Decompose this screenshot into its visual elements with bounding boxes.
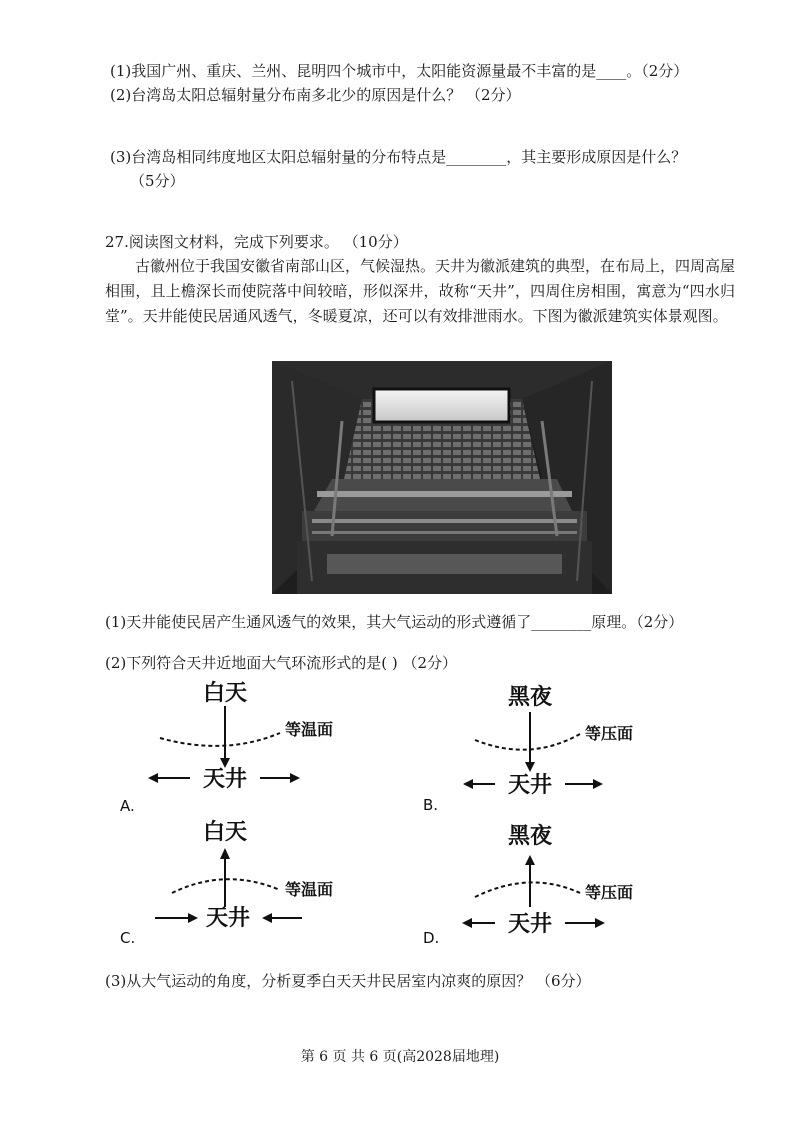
option-a-letter: A. xyxy=(120,797,135,813)
page-footer: 第 6 页 共 6 页(高2028届地理) xyxy=(300,1049,500,1065)
option-c-letter: C. xyxy=(120,929,136,947)
q27-heading: 27.阅读图文材料，完成下列要求。 （10分） xyxy=(105,233,408,251)
option-d-time-label: 黑夜 xyxy=(507,824,553,849)
option-b-surface-label: 等压面 xyxy=(585,724,634,743)
option-b-diagram[interactable] xyxy=(415,682,675,817)
q26-sub1: (1)我国广州、重庆、兰州、昆明四个城市中，太阳能资源量最不丰富的是____。（2分） xyxy=(110,62,689,80)
q27-passage: 古徽州位于我国安徽省南部山区，气候湿热。天井为徽派建筑的典型，在布局上，四周高屋相围，且上檐深长而使院落中间较暗，形似深井，故称“天井”，四周住房相围，寓意为“四水归堂”。天井能使民居通风透气，冬暖夏凉，还可以有效排泄雨水。下图为徽派建筑实体景观图。 xyxy=(105,257,736,325)
option-a-surface-label: 等温面 xyxy=(285,720,334,739)
option-a-ground-label: 天井 xyxy=(202,767,248,792)
option-a-time-label: 白天 xyxy=(202,681,248,706)
q26-sub2: (2)台湾岛太阳总辐射量分布南多北少的原因是什么？ （2分） xyxy=(110,86,521,104)
q27-sub2: (2)下列符合天井近地面大气环流形式的是( ) （2分） xyxy=(105,654,458,672)
q26-sub3: (3)台湾岛相同纬度地区太阳总辐射量的分布特点是________，其主要形成原因是什么？ xyxy=(110,148,687,166)
option-a-diagram[interactable] xyxy=(110,678,370,813)
q27-sub3: (3)从大气运动的角度，分析夏季白天天井民居室内凉爽的原因？ （6分） xyxy=(105,972,591,990)
option-d-letter: D. xyxy=(423,929,440,947)
option-b-time-label: 黑夜 xyxy=(507,685,553,710)
q27-sub1: (1)天井能使民居产生通风透气的效果，其大气运动的形式遵循了________原理。（2分） xyxy=(105,613,684,631)
tianjing-photo xyxy=(272,361,612,594)
option-c-diagram[interactable] xyxy=(110,815,370,950)
option-c-time-label: 白天 xyxy=(202,820,248,845)
option-b-ground-label: 天井 xyxy=(507,773,553,798)
option-a-isoline xyxy=(160,733,280,746)
option-d-isoline xyxy=(475,882,580,897)
option-c-surface-label: 等温面 xyxy=(285,880,334,899)
option-c-ground-label: 天井 xyxy=(205,906,251,931)
option-b-letter: B. xyxy=(423,796,439,814)
option-d-diagram[interactable] xyxy=(415,815,675,950)
q26-sub3-score: （5分） xyxy=(130,172,185,190)
option-d-surface-label: 等压面 xyxy=(585,883,634,902)
option-b-isoline xyxy=(475,734,580,750)
option-d-ground-label: 天井 xyxy=(507,912,553,937)
